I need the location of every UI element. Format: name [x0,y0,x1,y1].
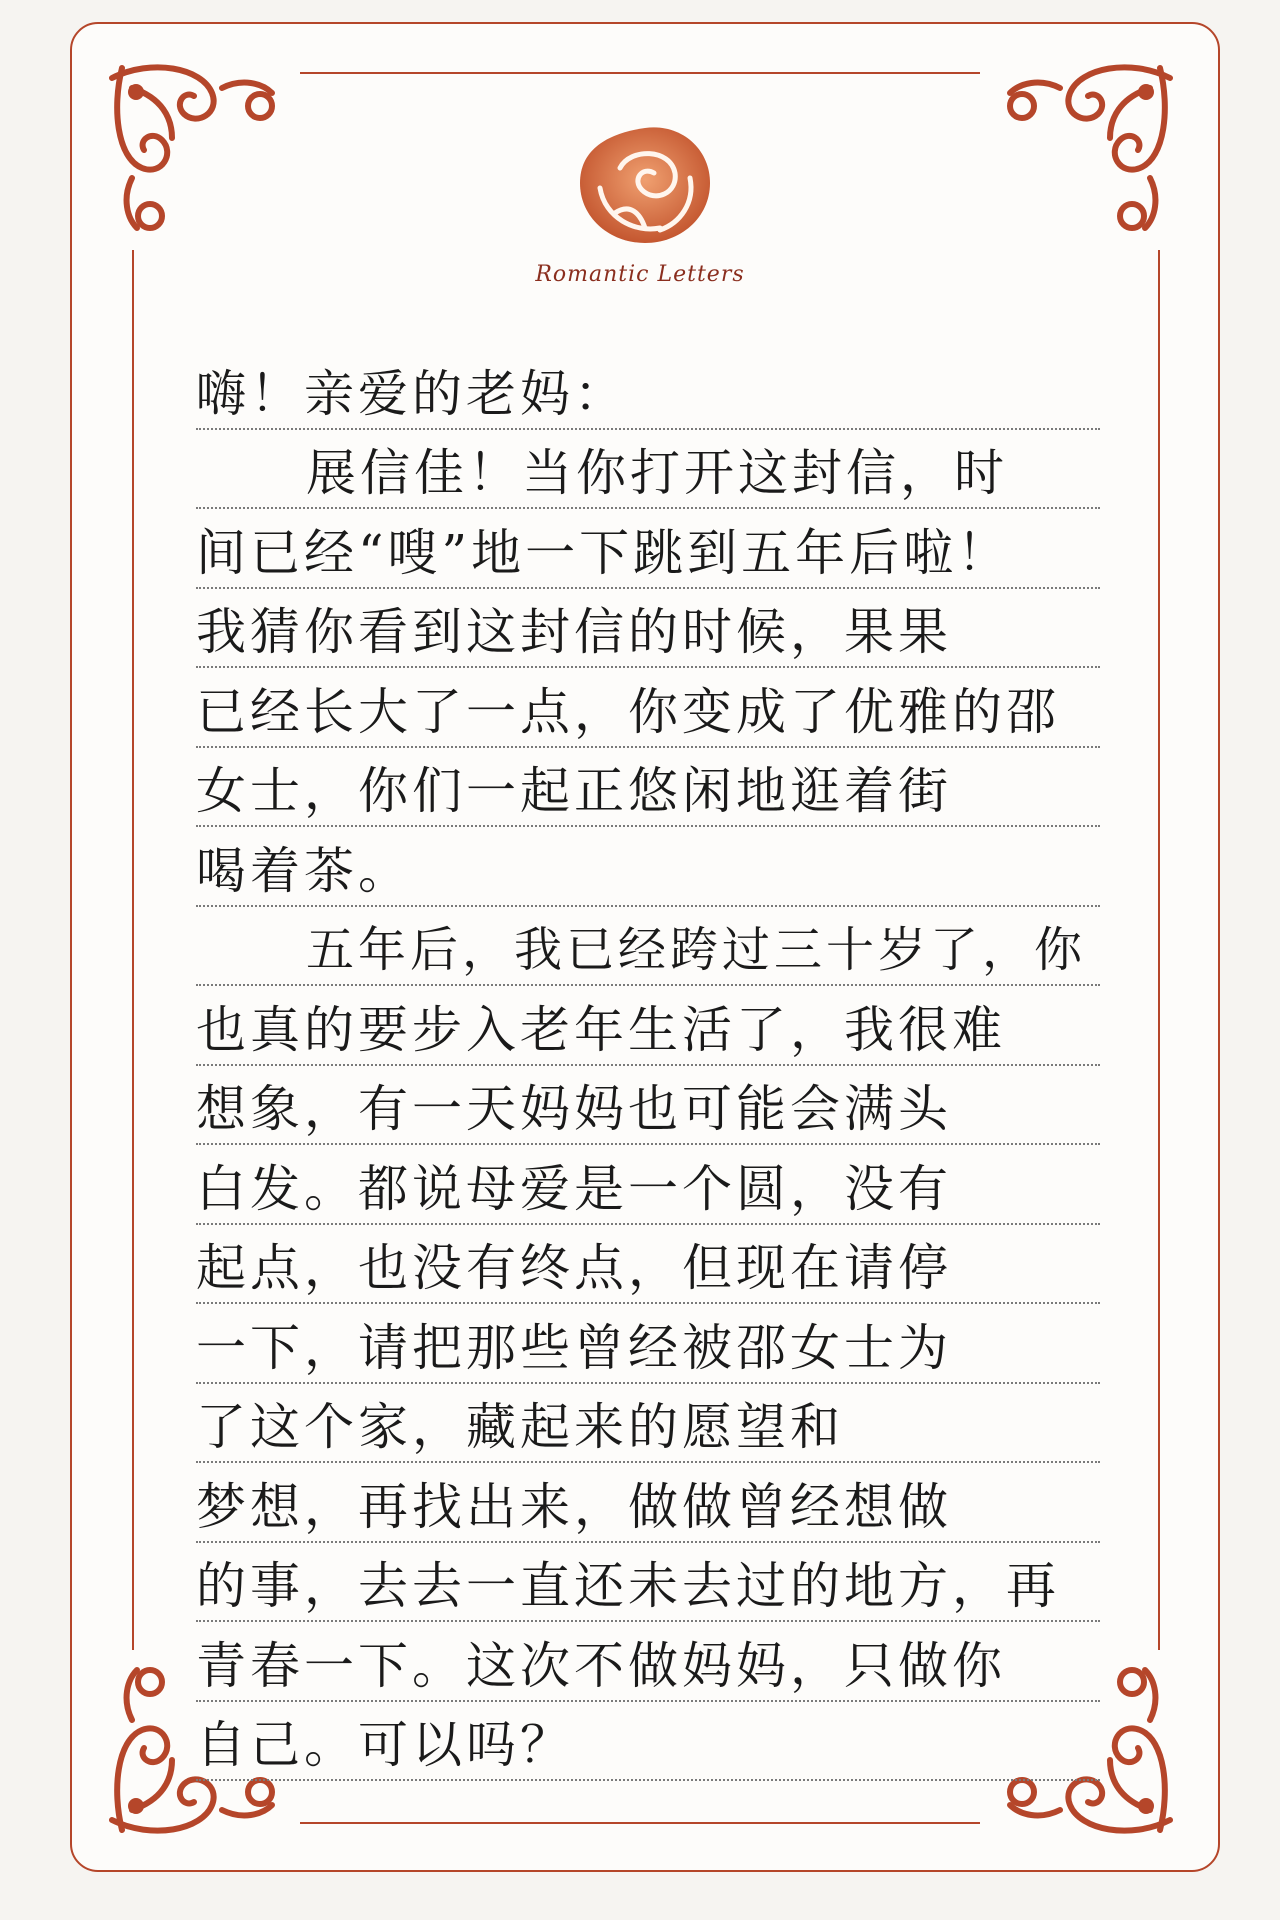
letter-line-text: 也真的要步入老年生活了，我很难 [196,1000,1006,1059]
letter-line [196,509,1100,589]
letter-line-text: 我猜你看到这封信的时候，果果 [196,603,952,661]
scroll-ornament-icon [990,48,1190,248]
letter-line-text: 一下，请把那些曾经被邵女士为 [196,1318,952,1377]
letter-line-text: 白发。都说母爱是一个圆，没有 [196,1159,952,1218]
letter-line [196,1225,1100,1305]
letter-line-text: 青春一下。这次不做妈妈，只做你 [196,1636,1006,1695]
letter-line-text: 女士，你们一起正悠闲地逛着街 [196,762,952,820]
letter-line [196,1463,1100,1543]
letter-line-text: 起点，也没有终点，但现在请停 [196,1239,952,1297]
letter-line-text: 想象，有一天妈妈也可能会满头 [196,1080,952,1138]
letter-line-text: 展信佳！当你打开这封信，时 [306,444,1008,502]
letter-line-text: 已经长大了一点，你变成了优雅的邵 [196,682,1060,741]
letter-line [196,1066,1100,1146]
letter-line [196,748,1100,828]
frame-line-left [132,250,134,1650]
frame-line-bottom [300,1822,980,1824]
letter-line [196,430,1100,510]
letter-line [196,1543,1100,1623]
frame-line-top [300,72,980,74]
brand-wordmark: Romantic Letters [535,262,745,287]
letter-line-text: 喝着茶。 [196,841,412,900]
letter-line [196,907,1100,987]
letter-line-text: 自己。可以吗？ [196,1716,574,1774]
letter-line-text: 梦想，再找出来，做做曾经想做 [196,1477,952,1536]
letter-line [196,1622,1100,1702]
letter-line [196,668,1100,748]
frame-line-right [1158,250,1160,1650]
letter-line [196,986,1100,1066]
letter-line-text: 的事，去去一直还未去过的地方，再 [196,1557,1060,1615]
letter-line [196,1702,1100,1782]
letter-line [196,350,1100,430]
letter-line [196,1384,1100,1464]
letter-line-text: 嗨！亲爱的老妈： [196,364,628,423]
letter-line [196,1304,1100,1384]
letter-line [196,827,1100,907]
letter-body [196,350,1100,1781]
letter-line-text: 了这个家，藏起来的愿望和 [196,1398,844,1456]
scroll-ornament-icon [92,48,292,248]
letter-line [196,1145,1100,1225]
letter-line-text: 五年后，我已经跨过三十岁了，你 [306,922,1087,978]
letter-line-text: 间已经“嗖”地一下跳到五年后啦！ [196,523,1012,582]
rose-icon [560,118,730,258]
letter-line [196,589,1100,669]
